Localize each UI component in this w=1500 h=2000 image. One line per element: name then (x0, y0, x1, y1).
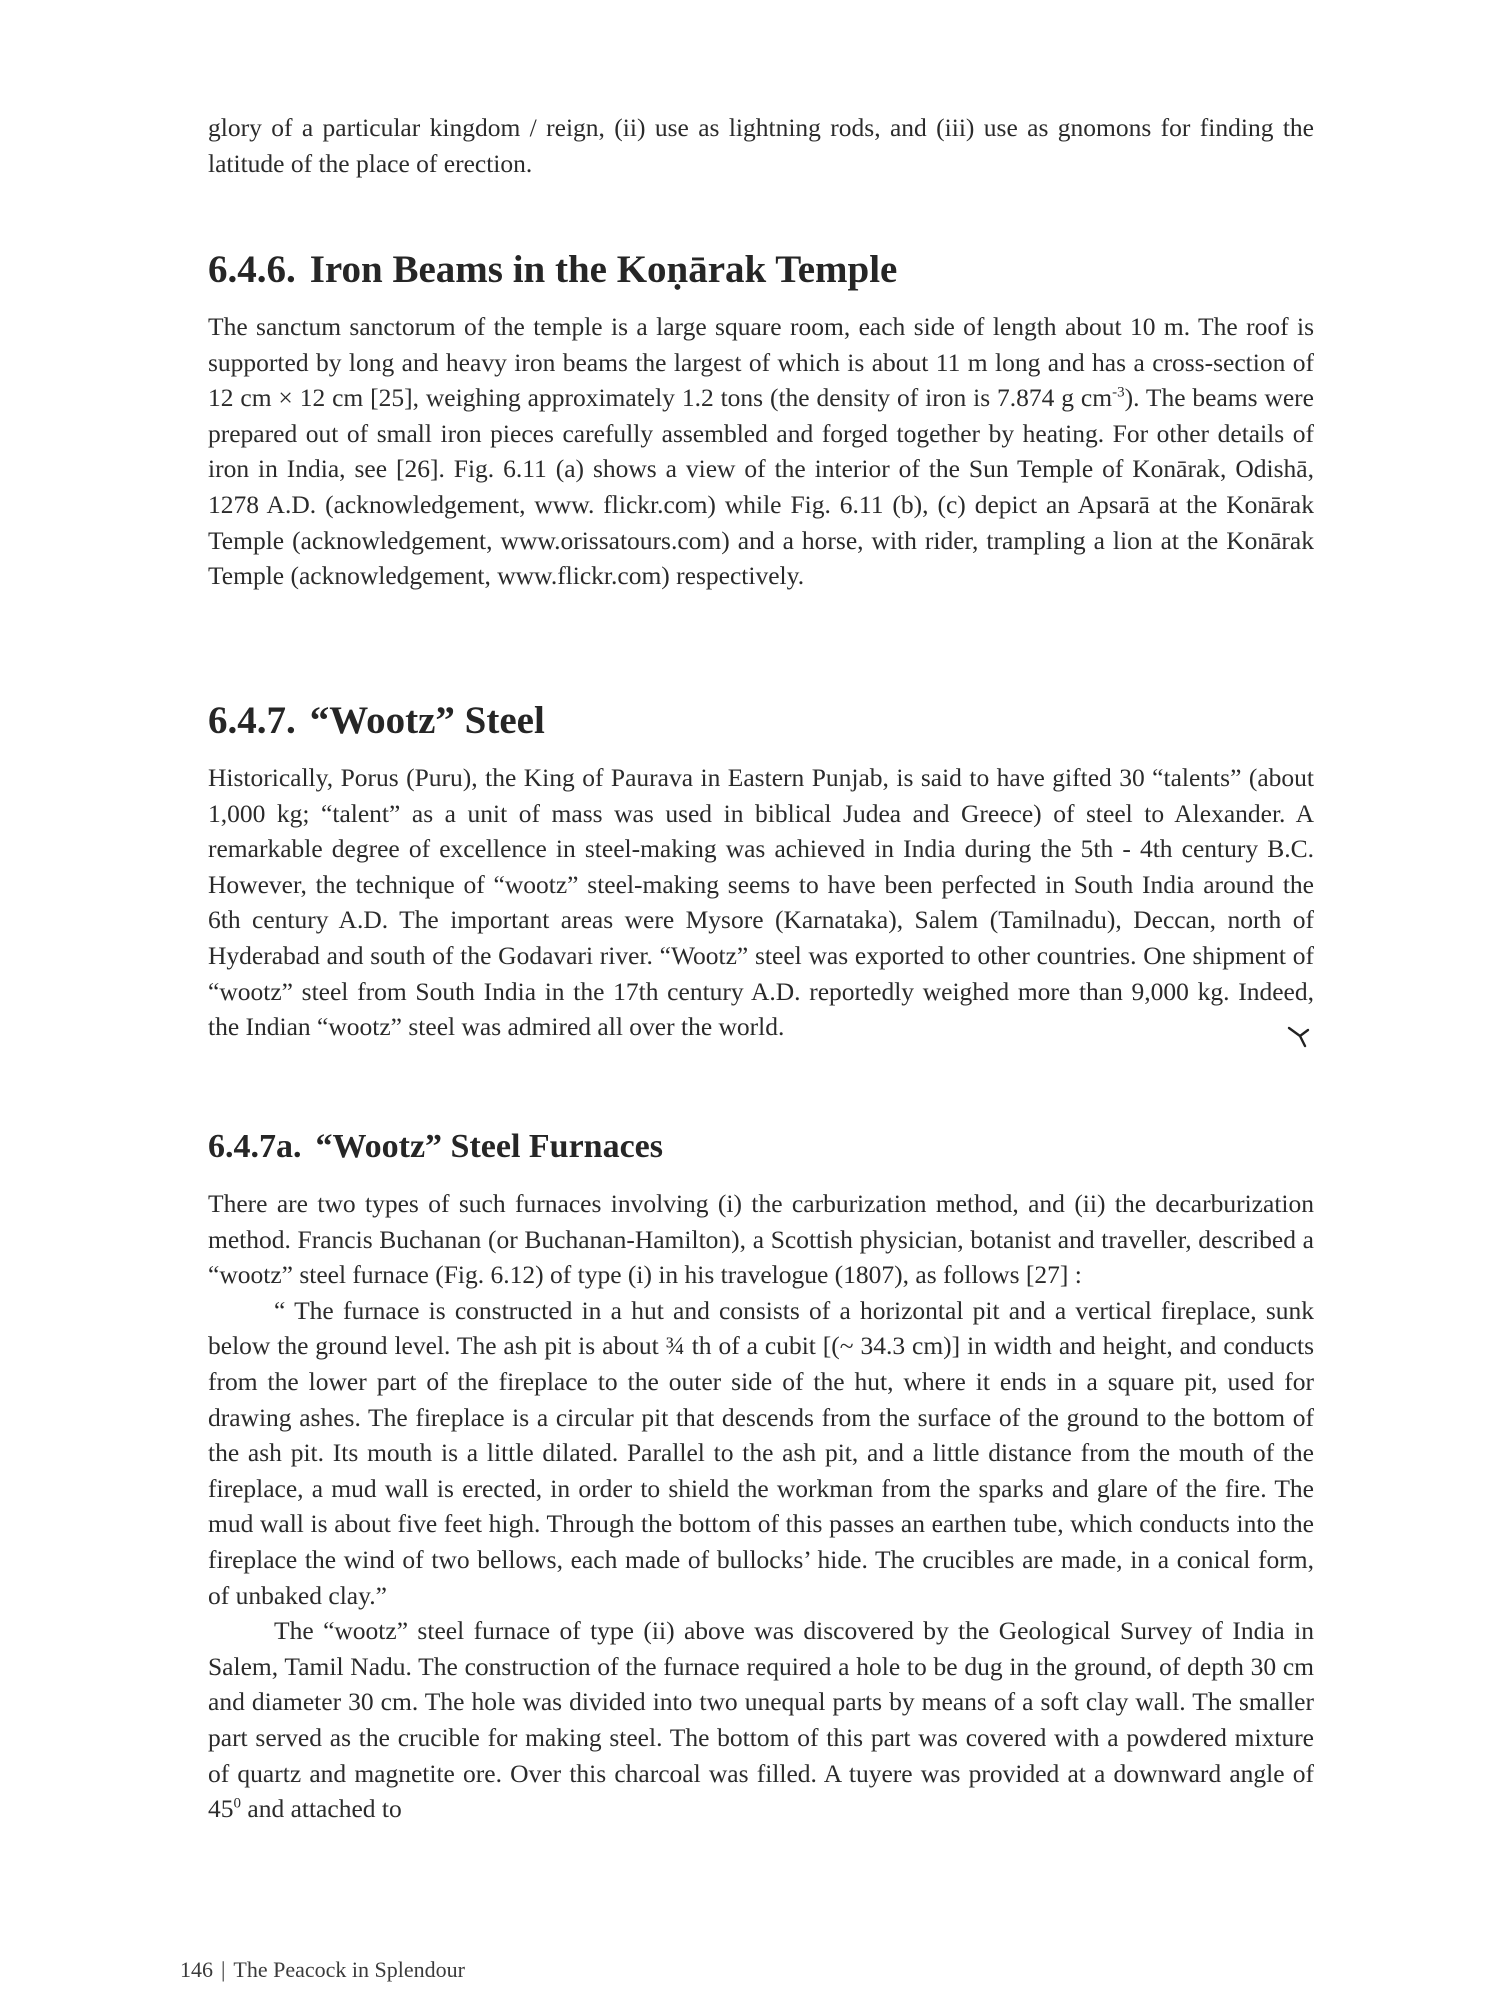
section-6-4-7-body (208, 760, 1314, 1045)
section-title: “Wootz” Steel Furnaces (315, 1128, 663, 1165)
section-6-4-6 (208, 247, 1314, 293)
page-number: 146 (180, 1957, 213, 1982)
section-title: Iron Beams in the Koṇārak Temple (309, 248, 898, 291)
subsection-heading (208, 1126, 1314, 1168)
superscript: -3 (1112, 384, 1125, 401)
text-run: The sanctum sanctorum of the temple is a large square room, each side of length about 10 m. The roof is supported by long and heavy iron beams the largest of which is about 11 m long and has a cross-section of 12 cm × 12 cm [25], weighing approximately 1.2 tons (the density of iron is 7.874 g cm (208, 312, 1314, 413)
text-run: The “wootz” steel furnace of type (ii) above was discovered by the Geological Survey of India in Salem, Tamil Nadu. The construction of the furnace required a hole to be dug in the ground, of depth 30 cm and diameter 30 cm. The hole was divided into two unequal parts by means of a soft clay wall. The smaller part served as the crucible for making steel. The bottom of this part was covered with a powdered mixture of quartz and magnetite ore. Over this charcoal was filled. A tuyere was provided at a downward angle of 45 (208, 1616, 1314, 1824)
footer-separator: | (221, 1957, 226, 1982)
section-heading (208, 247, 1314, 293)
section-6-4-7 (208, 698, 1314, 744)
quote-paragraph: “ The furnace is constructed in a hut and consists of a horizontal pit and a vertical fireplace, sunk below the ground level. The ash pit is about ¾ th of a cubit [(~ 34.3 cm)] in width and height, and conducts from the lower part of the fireplace to the outer side of the hut, where it ends in a square pit, used for drawing ashes. The fireplace is a circular pit that descends from the surface of the ground to the bottom of the ash pit. Its mouth is a little dilated. Parallel to the ash pit, and a little distance from the mouth of the fireplace, a mud wall is erected, in order to shield the workman from the sparks and glare of the fire. The mud wall is about five feet high. Through the bottom of this passes an earthen tube, which conducts into the fireplace the wind of two bellows, each made of bullocks’ hide. The crucibles are made, in a conical form, of unbaked clay.” (208, 1295, 1314, 1610)
section-6-4-6-body (208, 309, 1314, 594)
body-paragraph (208, 309, 1314, 594)
book-title: The Peacock in Splendour (233, 1957, 465, 1982)
section-heading (208, 698, 1314, 744)
text-run: and attached to (241, 1794, 402, 1824)
section-6-4-7a-body (208, 1186, 1314, 1827)
body-paragraph: There are two types of such furnaces involving (i) the carburization method, and (ii) the decarburization method. Francis Buchanan (or Buchanan-Hamilton), a Scottish physician, botanist and traveller, described a “wootz” steel furnace (Fig. 6.12) of type (i) in his travelogue (1807), as follows [27] : (208, 1189, 1314, 1290)
section-6-4-7a (208, 1126, 1314, 1168)
section-number: 6.4.7. (208, 699, 296, 742)
section-number: 6.4.6. (208, 248, 296, 291)
section-number: 6.4.7a. (208, 1128, 302, 1165)
intro-block (208, 110, 1314, 181)
body-paragraph (208, 1613, 1314, 1827)
intro-paragraph: glory of a particular kingdom / reign, (ii) use as lightning rods, and (iii) use as gnomons for finding the latitude of the place of erection. (208, 113, 1314, 178)
text-run: ). The beams were prepared out of small iron pieces carefully assembled and forged together by heating. For other details of iron in India, see [26]. Fig. 6.11 (a) shows a view of the interior of the Sun Temple of Konārak, Odishā, 1278 A.D. (acknowledgement, www. flickr.com) while Fig. 6.11 (b), (c) depict an Apsarā at the Konārak Temple (acknowledgement, www.orissatours.com) and a horse, with rider, trampling a lion at the Konārak Temple (acknowledgement, www.flickr.com) respectively. (208, 383, 1314, 591)
superscript: 0 (233, 1795, 241, 1812)
section-title: “Wootz” Steel (309, 699, 545, 742)
body-paragraph: Historically, Porus (Puru), the King of Paurava in Eastern Punjab, is said to have gifted 30 “talents” (about 1,000 kg; “talent” as a unit of mass was used in biblical Judea and Greece) of steel to Alexander. A remarkable degree of excellence in steel-making was achieved in India during the 5th - 4th century B.C. However, the technique of “wootz” steel-making seems to have been perfected in South India around the 6th century A.D. The important areas were Mysore (Karnataka), Salem (Tamilnadu), Deccan, north of Hyderabad and south of the Godavari river. “Wootz” steel was exported to other countries. One shipment of “wootz” steel from South India in the 17th century A.D. reportedly weighed more than 9,000 kg. Indeed, the Indian “wootz” steel was admired all over the world. (208, 763, 1314, 1042)
page-footer (180, 1956, 465, 1984)
pen-mark-icon (1286, 1022, 1312, 1048)
